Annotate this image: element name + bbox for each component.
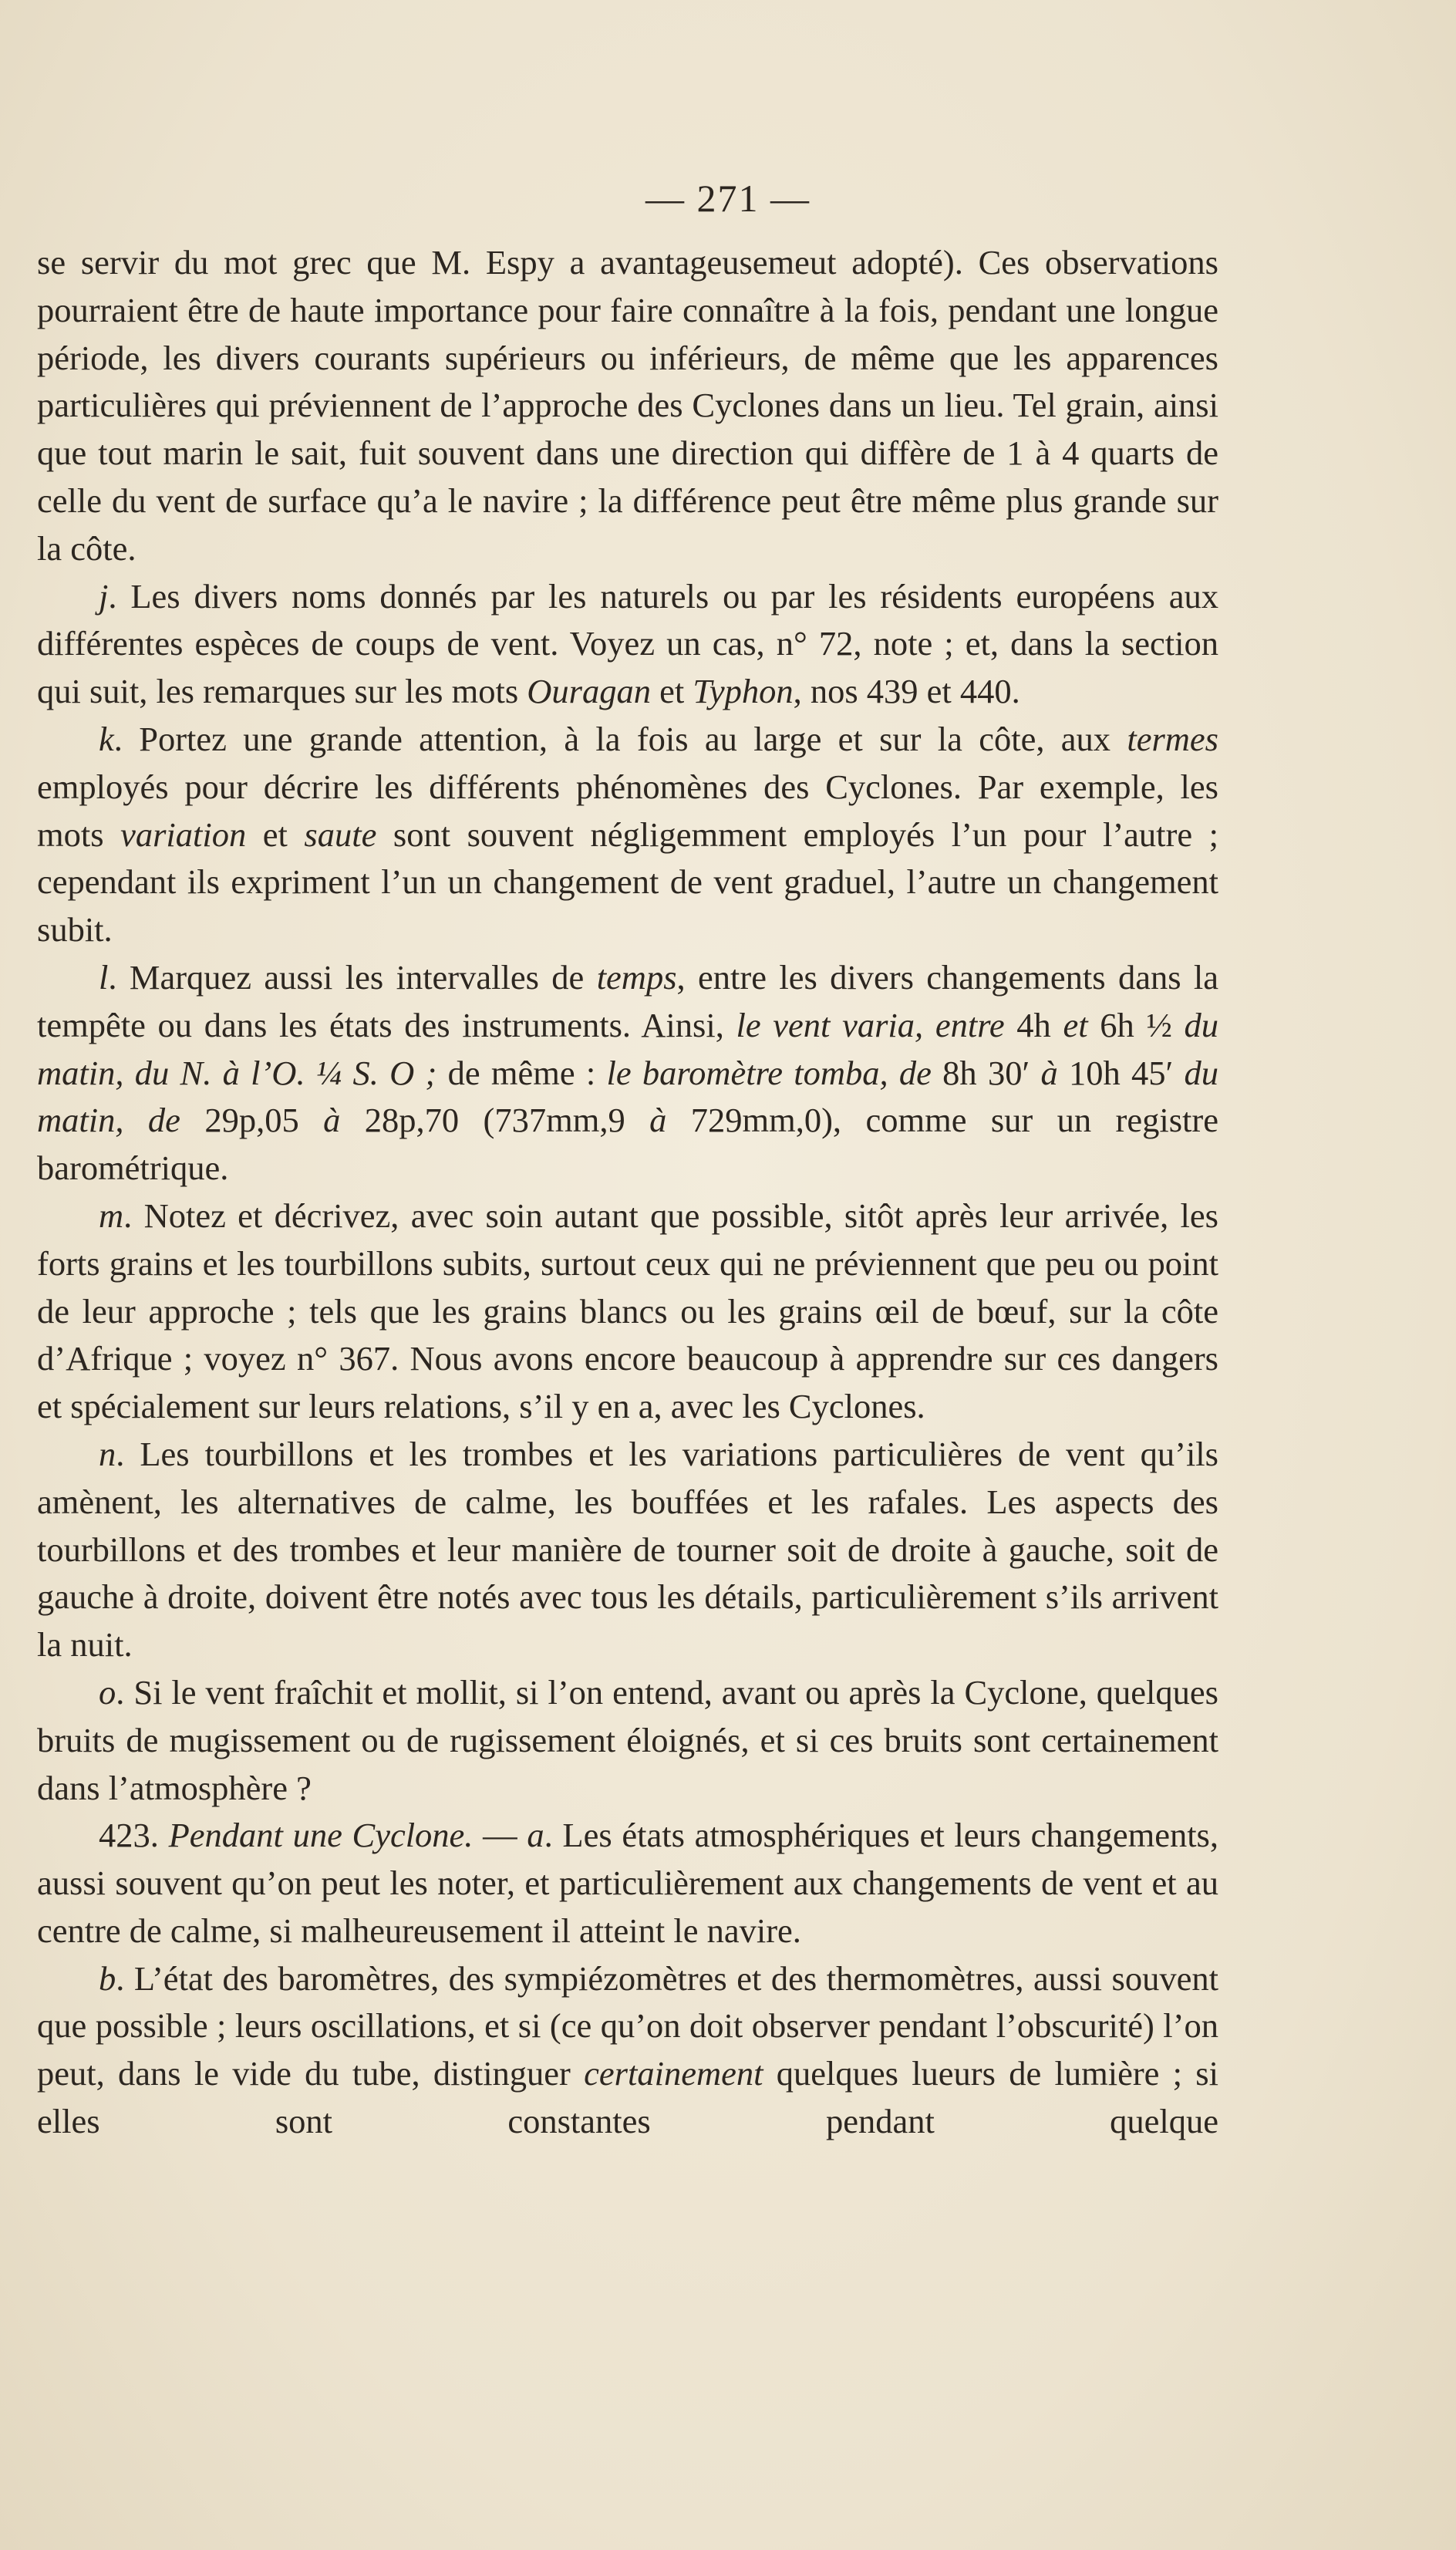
paragraph-cont [37,239,1218,573]
text-run: . Notez et décrivez, avec soin autant que possible, sitôt après leur arrivée, les forts grains et les tourbillons subits, surtout ceux qui ne préviennent que peu ou point de leur approche ; tels que les grains blancs ou les grains œil de bœuf, sur la côte d’Afrique ; voyez n° 367. Nous avons encore beaucoup à apprendre sur ces dangers et spécialement sur leurs relations, s’il y en a, avec les Cyclones. [37,1196,1218,1426]
text-run: 8h 30′ [931,1053,1041,1092]
text-run: , entre les divers changements dans la tempête ou dans les états des instruments. Ainsi, [37,957,1218,1044]
italic-text: a [527,1816,544,1855]
italic-text: à [649,1101,667,1140]
paragraph-k [37,716,1218,954]
italic-text: m [99,1196,124,1235]
italic-text: l [99,957,109,997]
italic-text: Typhon [693,672,794,711]
text-run: 729mm,0), comme sur un registre barométrique. [37,1101,1218,1188]
italic-text: le vent varia, entre [736,1005,1005,1044]
text-run: . Marquez aussi les intervalles de [108,957,597,997]
italic-text: et [1063,1005,1088,1044]
italic-text: du matin, de [37,1053,1218,1140]
italic-text: k [99,719,114,758]
text-run: sont souvent négligemment employés l’un pour l’autre ; cependant ils expriment l’un un changement de vent graduel, l’autre un changement subit. [37,815,1219,950]
italic-text: du matin, du N. à l’O. ¼ S. O ; [37,1005,1219,1092]
paragraph-b [37,1955,1218,2146]
paragraph-m [37,1192,1218,1431]
paragraph-l [37,954,1218,1192]
text-run: 10h 45′ [1057,1053,1185,1092]
italic-text: n [99,1434,116,1473]
text-run: 4h [1004,1005,1063,1044]
italic-text: j [99,576,109,616]
italic-text: à [1040,1053,1058,1092]
text-run: et [651,672,693,711]
paragraph-o [37,1669,1218,1812]
text-run: — [473,1816,527,1855]
page-number: — 271 — [645,177,811,220]
text-run: . Si le vent fraîchit et mollit, si l’on entend, avant ou après la Cyclone, quelques bruits de mugissement ou de rugissement éloignés, et si ces bruits sont certainement dans l’atmosphère ? [37,1672,1218,1807]
text-run: employés pour décrire les différents phénomènes des Cyclones. Par exemple, les mots [37,767,1218,854]
text-run: . Les divers noms donnés par les naturels ou par les résidents européens aux différentes espèces de coups de vent. Voyez un cas, n° 72, note ; et, dans la section qui suit, les remarques sur les mots [37,576,1218,711]
text-run: . Les tourbillons et les trombes et les variations particulières de vent qu’ils amènent, les alternatives de calme, les bouffées et les rafales. Les aspects des tourbillons et des trombes et leur manière de tourner soit de droite à gauche, soit de gauche à droite, doivent être notés avec tous les détails, particulièrement s’ils arrivent la nuit. [37,1434,1218,1665]
text-run: 29p,05 [180,1101,324,1140]
italic-text: variation [120,815,247,854]
text-run: . L’état des baromètres, des sympiézomètres et des thermomètres, aussi souvent que possible ; leurs oscillations, et si (ce qu’on doit observer pendant l’obscurité) l’on peut, dans le vide du tube, distinguer [37,1958,1218,2093]
body-text [37,239,1218,2146]
italic-text: Pendant une Cyclone. [168,1816,474,1855]
text-run: 28p,70 (737mm,9 [340,1101,650,1140]
paragraph-n [37,1431,1218,1669]
text-run: . Les états atmosphériques et leurs changements, aussi souvent qu’on peut les noter, et particulièrement aux changements de vent et au centre de calme, si malheureusement il atteint le navire. [37,1816,1218,1950]
italic-text: Ouragan [527,672,651,711]
italic-text: b [99,1958,116,1998]
italic-text: certainement [584,2054,763,2093]
text-run: et [246,815,305,854]
text-run: 6h ½ [1087,1005,1185,1044]
text-run: se servir du mot grec que M. Espy a avantageusemeut adopté). Ces observations pourraient être de haute importance pour faire connaître à la fois, pendant une longue période, les divers courants supérieurs ou inférieurs, de même que les apparences particulières qui préviennent de l’approche des Cyclones dans un lieu. Tel grain, ainsi que tout marin le sait, fuit souvent dans une direction qui diffère de 1 à 4 quarts de celle du vent de surface qu’a le navire ; la différence peut être même plus grande sur la côte. [37,243,1218,568]
italic-text: temps [596,957,677,997]
text-run: 423. [99,1816,169,1855]
italic-text: termes [1127,719,1218,758]
italic-text: le baromètre tomba, de [606,1053,932,1092]
italic-text: o [99,1672,116,1712]
text-run: , nos 439 et 440. [793,672,1020,711]
paragraph-s423 [37,1812,1218,1955]
text-run: de même : [436,1053,607,1092]
italic-text: à [323,1101,341,1140]
text-run: quelques lueurs de lumière ; si elles sont constantes pendant quelque [37,2054,1218,2141]
text-run: . Portez une grande attention, à la fois au large et sur la côte, aux [113,719,1127,758]
paragraph-j [37,573,1218,716]
italic-text: saute [304,815,377,854]
